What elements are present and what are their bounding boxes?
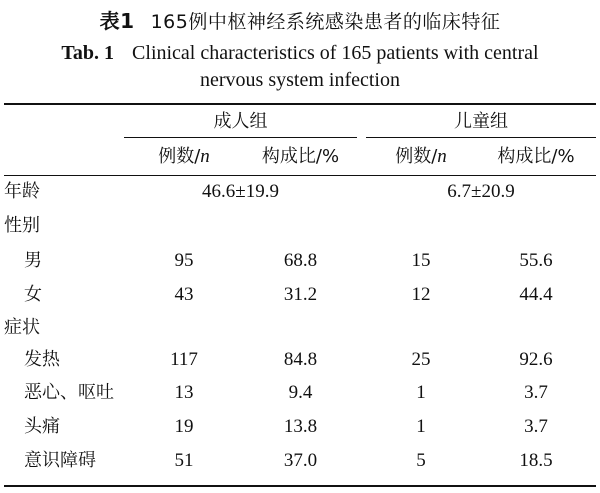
row-label-consciousness: 意识障碍 — [24, 450, 96, 471]
consciousness-adult-n: 51 — [174, 450, 194, 471]
row-label-nausea: 恶心、呕吐 — [24, 382, 114, 403]
consciousness-child-pct: 18.5 — [519, 450, 553, 471]
row-label-female: 女 — [24, 284, 42, 305]
female-adult-n: 43 — [174, 284, 194, 305]
table-title-cn — [0, 8, 600, 35]
female-child-n: 12 — [411, 284, 431, 305]
row-label-fever: 发热 — [24, 349, 60, 370]
header-child-cases — [366, 145, 476, 169]
male-adult-pct: 68.8 — [283, 250, 318, 271]
consciousness-child-n: 5 — [416, 450, 426, 471]
table-top-rule — [4, 103, 596, 105]
header-adult-cases-prefix: 例数/ — [158, 146, 201, 167]
header-adult-cases-var: n — [200, 146, 210, 167]
table-label-cn: 表1 — [99, 9, 135, 33]
female-adult-pct: 31.2 — [283, 284, 318, 305]
fever-adult-n: 117 — [170, 349, 198, 370]
header-adult-group: 成人组 — [213, 111, 268, 132]
age-adult-value: 46.6±19.9 — [202, 181, 279, 202]
fever-child-n: 25 — [411, 349, 431, 370]
nausea-child-pct: 3.7 — [524, 382, 548, 403]
header-child-group: 儿童组 — [454, 111, 508, 132]
child-group-rule — [366, 137, 596, 138]
male-child-n: 15 — [411, 250, 431, 271]
consciousness-adult-pct: 37.0 — [283, 450, 318, 471]
nausea-adult-n: 13 — [174, 382, 194, 403]
male-child-pct: 55.6 — [519, 250, 553, 271]
table-header-rule — [4, 175, 596, 176]
header-child-cases-prefix: 例数/ — [395, 146, 438, 167]
headache-adult-n: 19 — [174, 416, 194, 437]
fever-adult-pct: 84.8 — [283, 349, 318, 370]
row-label-symptoms: 症状 — [4, 317, 40, 338]
fever-child-pct: 92.6 — [519, 349, 553, 370]
row-label-headache: 头痛 — [24, 416, 60, 437]
table-label-en: Tab. 1 — [61, 42, 115, 64]
row-label-male: 男 — [24, 250, 42, 271]
table-bottom-rule — [4, 485, 596, 487]
row-label-age: 年龄 — [4, 181, 40, 202]
table-title-en — [0, 40, 600, 94]
header-child-ratio: 构成比/% — [497, 146, 575, 167]
header-adult-cases — [124, 145, 244, 169]
adult-group-rule — [124, 137, 357, 138]
headache-adult-pct: 13.8 — [283, 416, 318, 437]
nausea-adult-pct: 9.4 — [288, 382, 313, 403]
table-title-cn-text: 165例中枢神经系统感染患者的临床特征 — [150, 11, 501, 33]
headache-child-pct: 3.7 — [524, 416, 548, 437]
age-child-value: 6.7±20.9 — [447, 181, 515, 202]
nausea-child-n: 1 — [416, 382, 426, 403]
row-label-sex: 性别 — [4, 215, 40, 236]
headache-child-n: 1 — [416, 416, 426, 437]
header-child-cases-var: n — [437, 146, 447, 167]
female-child-pct: 44.4 — [519, 284, 553, 305]
table-title-en-line1: Clinical characteristics of 165 patients with central — [132, 42, 539, 64]
table-title-en-line2: nervous system infection — [200, 69, 400, 91]
male-adult-n: 95 — [174, 250, 194, 271]
header-adult-ratio: 构成比/% — [261, 146, 340, 167]
